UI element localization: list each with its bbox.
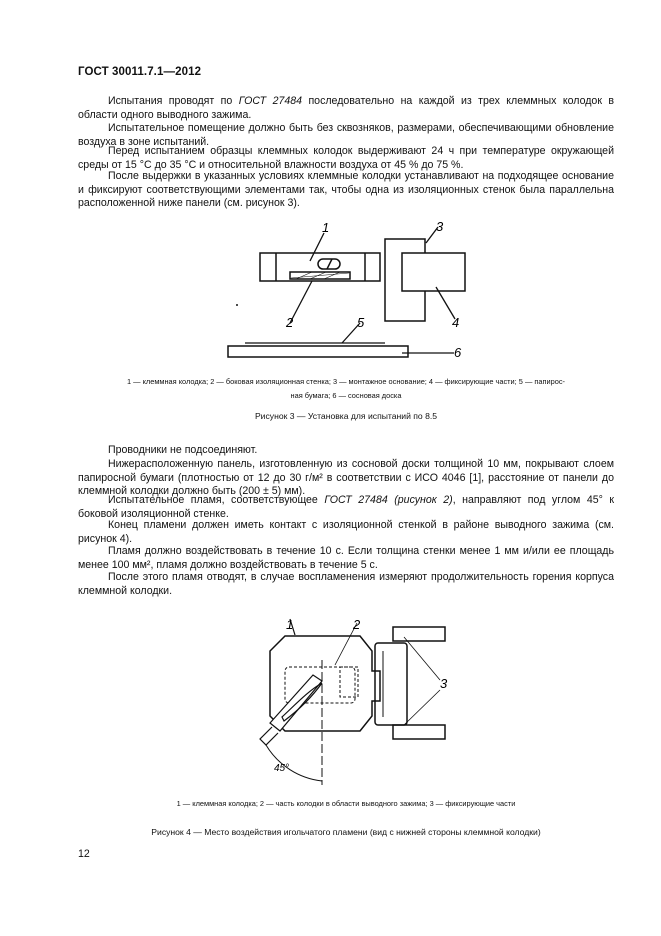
label-1: 1 bbox=[322, 220, 330, 235]
label-4: 4 bbox=[452, 315, 460, 330]
fixing-part bbox=[402, 253, 465, 291]
label-6: 6 bbox=[454, 345, 462, 360]
figure-4-caption: Рисунок 4 — Место воздействия игольчатого пламени (вид с нижней стороны клеммной колодки) bbox=[151, 827, 541, 837]
paragraph: Испытательное помещение должно быть без сквозняков, размерами, обеспечивающими обновление воздуха в зоне испытаний. bbox=[78, 122, 614, 148]
label-1: 1 bbox=[286, 617, 294, 632]
label-3: 3 bbox=[436, 219, 444, 234]
pine-board bbox=[228, 346, 408, 357]
page-number: 12 bbox=[78, 848, 90, 860]
label-2: 2 bbox=[286, 315, 294, 330]
label-3: 3 bbox=[440, 676, 448, 691]
burner-tube bbox=[260, 727, 278, 745]
figure-4-legend: 1 — клеммная колодка; 2 — часть колодки в области выводного зажима; 3 — фиксирующие части bbox=[176, 799, 516, 808]
paragraph: Нижерасположенную панель, изготовленную из сосновой доски толщиной 10 мм, покрывают слоем папиросной бумаги (плотностью от 12 до 30 г/м² в соответствии с ИСО 4046 [1], расстояние от панели до клеммной колодки должно быть (200 ± 5) мм). bbox=[78, 458, 614, 498]
figure-3-caption: Рисунок 3 — Установка для испытаний по 8.5 bbox=[254, 411, 438, 421]
paragraph: После выдержки в указанных условиях клеммные колодки устанавливают на подходящее основание и фиксируют соответствующими элементами так, чтобы одна из изоляционных стенок была параллельна расположенной ниже панели (см. рисунок 3). bbox=[78, 170, 614, 210]
paragraph: Проводники не подсоединяют. bbox=[108, 444, 258, 456]
paragraph: Перед испытанием образцы клеммных колодок выдерживают 24 ч при температуре окружающей среды от 15 °С до 35 °С и относительной влажности воздуха от 45 % до 75 %. bbox=[78, 145, 614, 171]
fixing-part-top bbox=[393, 627, 445, 641]
fixing-part-bottom bbox=[393, 725, 445, 739]
paragraph: После этого пламя отводят, в случае воспламенения измеряют продолжительность горения корпуса клеммной колодки. bbox=[78, 571, 614, 597]
label-5: 5 bbox=[357, 315, 365, 330]
paragraph: Испытательное пламя, соответствующее ГОСТ 27484 (рисунок 2), направляют под углом 45° к боковой изоляционной стенке. bbox=[78, 494, 614, 520]
paragraph: Конец пламени должен иметь контакт с изоляционной стенкой в районе выводного зажима (см. рисунок 4). bbox=[78, 519, 614, 545]
figure-3-diagram bbox=[200, 215, 480, 370]
paragraph: Испытания проводят по ГОСТ 27484 последовательно на каждой из трех клеммных колодок в области одного выводного зажима. bbox=[78, 95, 614, 121]
paragraph: Пламя должно воздействовать в течение 10 с. Если толщина стенки менее 1 мм и/или ее площадь менее 100 мм², пламя должно воздействовать в течение 5 с. bbox=[78, 545, 614, 571]
angle-label: 45° bbox=[274, 763, 290, 774]
document-header: ГОСТ 30011.7.1—2012 bbox=[78, 66, 202, 78]
figure-4-diagram bbox=[240, 605, 460, 795]
label-2: 2 bbox=[353, 617, 361, 632]
figure-3-legend: 1 — клеммная колодка; 2 — боковая изоляционная стенка; 3 — монтажное основание; 4 — фиксирующие части; 5 — папирос- ная бумага; 6 — сосновая доска bbox=[126, 377, 566, 400]
